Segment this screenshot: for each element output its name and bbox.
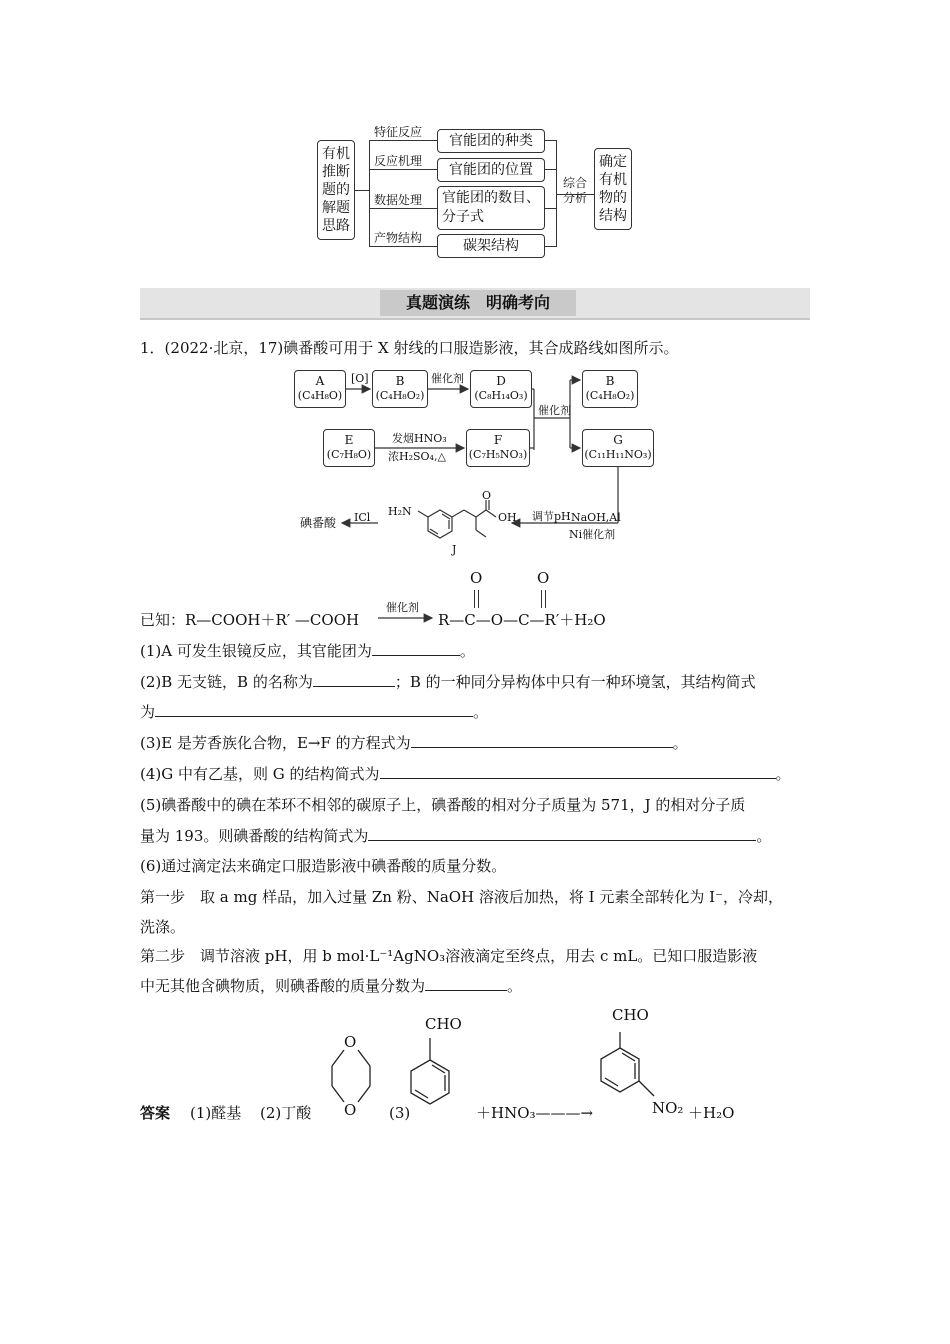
answer-water: ＋H₂O [688, 1104, 735, 1122]
compound-G: G (C₁₁H₁₁NO₃) [582, 429, 654, 467]
question-intro: 1．(2022·北京，17)碘番酸可用于 X 射线的口服造影液，其合成路线如图所示。 [140, 339, 679, 357]
compound-E: E (C₇H₈O) [323, 429, 375, 467]
question-1: (1)A 可发生银镜反应，其官能团为 。 [140, 642, 475, 660]
arrow-label-catalyst: 催化剂 [431, 372, 464, 385]
product-name: 碘番酸 [300, 516, 337, 530]
flow-label: 产物结构 [374, 231, 423, 245]
arrow-label-nitration: 浓H₂SO₄,△ [388, 450, 446, 463]
compound-A: A (C₄H₈O) [294, 370, 346, 408]
known-oxygen: O [470, 569, 483, 587]
flow-label: 特征反应 [374, 125, 423, 139]
compound-B-product: B (C₄H₈O₂) [582, 370, 638, 408]
question-6-step1: 第一步 取 a mg 样品，加入过量 Zn 粉、NaOH 溶液后加热，将 I 元素全部转化为 I⁻，冷却， [140, 888, 783, 906]
flow-mid-label: 综合 分析 [562, 176, 587, 205]
flow-left-line: 思路 [322, 218, 350, 234]
answer-reagent: ＋HNO₃———→ [476, 1104, 594, 1122]
question-2-cont: 为 。 [140, 703, 489, 721]
answer-cho: CHO [612, 1006, 649, 1024]
flow-right-line: 有机 [599, 172, 627, 188]
answer-cho: CHO [425, 1015, 462, 1033]
known-result: R—C—O—C—R′＋H₂O [438, 611, 606, 629]
structure-amine: H₂N [388, 505, 412, 518]
arrow-label-icl: ICl [354, 511, 371, 524]
arrow-label-nitration: 发烟HNO₃ [392, 432, 447, 445]
flow-right-box [594, 148, 632, 230]
flow-left-line: 解题 [322, 200, 350, 216]
flow-left-line: 有机 [322, 146, 350, 162]
question-4: (4)G 中有乙基，则 G 的结构简式为 。 [140, 765, 791, 783]
question-6: (6)通过滴定法来确定口服造影液中碘番酸的质量分数。 [140, 857, 507, 875]
arrow-label-catalyst: 催化剂 [538, 404, 571, 417]
flow-left-line: 推断 [322, 164, 350, 180]
flow-right-line: 确定 [599, 154, 627, 170]
arrow-label-oxidation: [O] [351, 372, 369, 385]
answer-structures [320, 1030, 680, 1130]
question-2: (2)B 无支链，B 的名称为 ；B 的一种同分异构体中只有一种环境氢，其结构简式 [140, 673, 756, 691]
answer-2: (2)丁酸 [260, 1104, 312, 1122]
answer-3: (3) [389, 1104, 411, 1122]
question-3: (3)E 是芳香族化合物，E→F 的方程式为 。 [140, 734, 688, 752]
known-catalyst: 催化剂 [386, 601, 419, 614]
question-5: (5)碘番酸中的碘在苯环不相邻的碳原子上，碘番酸的相对分子质量为 571，J 的相对分子质 [140, 796, 746, 814]
flow-box-number: 官能团的数目、 分子式 [437, 186, 545, 230]
known-arrow [376, 606, 436, 626]
answer-1: (1)醛基 [190, 1104, 242, 1122]
arrow-label-ph: 调节pH [532, 510, 571, 523]
dioxane-oxygen: O [344, 1033, 357, 1051]
known-oxygen: O [537, 569, 550, 587]
question-6-step2-cont: 中无其他含碘物质，则碘番酸的质量分数为 。 [140, 977, 523, 995]
known-prefix: 已知：R—COOH＋R′ —COOH [140, 611, 360, 629]
flow-left-line: 题的 [322, 182, 350, 198]
section-title: 真题演练 明确考向 [380, 290, 576, 316]
answer-nitro: NO₂ [652, 1099, 684, 1117]
dioxane-oxygen: O [344, 1101, 357, 1119]
flow-left-box [317, 140, 355, 240]
flow-right-line: 物的 [599, 190, 627, 206]
compound-D: D (C₈H₁₄O₃) [470, 370, 532, 408]
structure-oh: OH [498, 511, 517, 524]
flow-box-skeleton: 碳架结构 [437, 234, 545, 258]
compound-F: F (C₇H₅NO₃) [466, 429, 530, 467]
flow-label: 数据处理 [374, 193, 423, 207]
structure-o: O [482, 489, 492, 502]
question-5-cont: 量为 193。则碘番酸的结构简式为 。 [140, 827, 772, 845]
arrow-label-reduction: Ni催化剂 [569, 528, 616, 541]
flow-box-position: 官能团的位置 [437, 158, 545, 182]
arrow-label-reduction: NaOH,Al [571, 511, 621, 524]
flow-label: 反应机理 [374, 154, 423, 168]
flow-box-type: 官能团的种类 [437, 129, 545, 153]
compound-B: B (C₄H₈O₂) [372, 370, 428, 408]
flow-right-line: 结构 [599, 208, 627, 224]
question-6-step1-cont: 洗涤。 [140, 918, 186, 936]
structure-J-label: J [452, 543, 457, 556]
question-6-step2: 第二步 调节溶液 pH，用 b mol·L⁻¹AgNO₃溶液滴定至终点，用去 c mL。已知口服造影液 [140, 947, 758, 965]
answer-label: 答案 [140, 1104, 171, 1122]
